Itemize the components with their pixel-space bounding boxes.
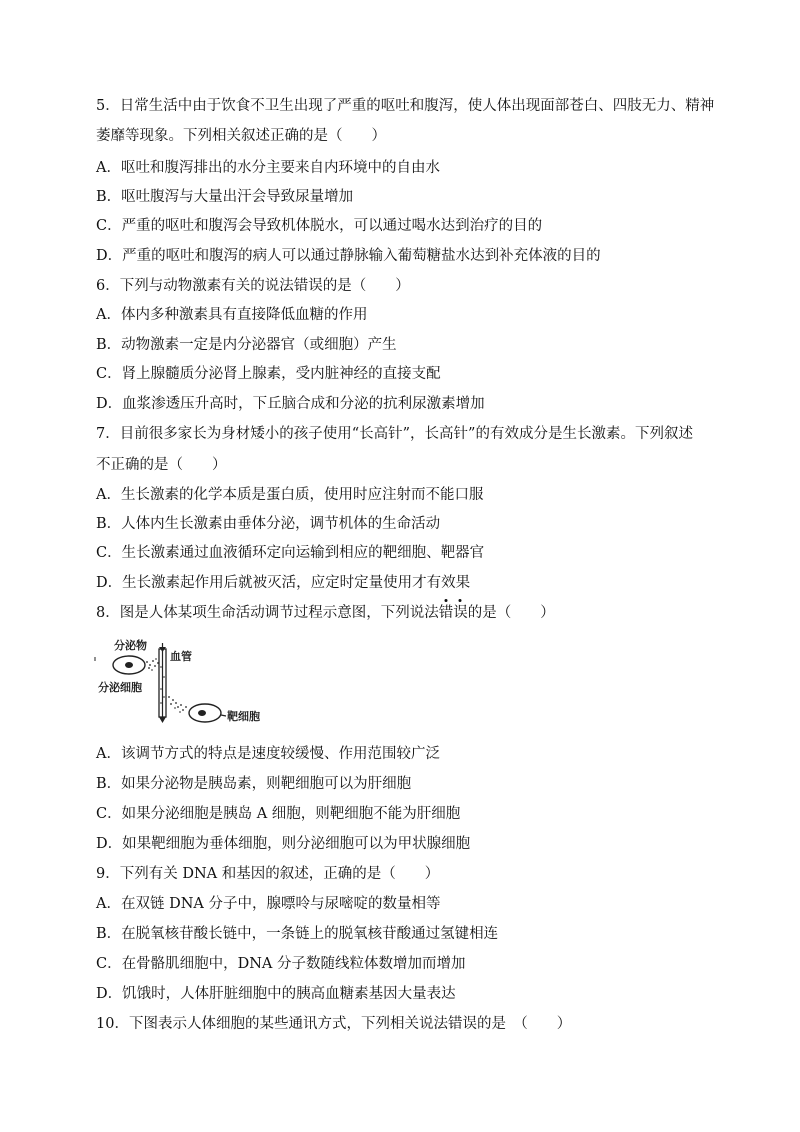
q6-option-b: B．动物激素一定是内分泌器官（或细胞）产生 <box>96 337 397 353</box>
q5-stem-line2: 萎靡等现象。下列相关叙述正确的是（ ） <box>96 128 386 144</box>
label-target-cell: 靶细胞 <box>227 710 260 723</box>
q8-stem-text: 8．图是人体某项生命活动调节过程示意图，下列说法 <box>96 605 439 621</box>
diffusion-dots <box>168 696 187 713</box>
q7-stem-line2: 不正确的是（ ） <box>96 457 227 473</box>
q7-option-a: A．生长激素的化学本质是蛋白质，使用时应注射而不能口服 <box>96 487 484 503</box>
secretory-cell-nucleus <box>125 662 133 668</box>
q8-option-a: A．该调节方式的特点是速度较缓慢、作用范围较广泛 <box>96 746 440 762</box>
vessel-bottom-arrow <box>159 717 166 723</box>
q6-option-a: A．体内多种激素具有直接降低血糖的作用 <box>96 307 368 323</box>
q5-option-a: A．呕吐和腹泻排出的水分主要来自内环境中的自由水 <box>96 160 440 176</box>
q8-option-d: D．如果靶细胞为垂体细胞，则分泌细胞可以为甲状腺细胞 <box>96 836 471 852</box>
target-cell-pointer <box>221 715 226 716</box>
q9-stem: 9．下列有关 DNA 和基因的叙述，正确的是（ ） <box>96 866 440 882</box>
q8-stem-tail: 的是（ ） <box>467 605 555 621</box>
q9-option-d: D．饥饿时，人体肝脏细胞中的胰高血糖素基因大量表达 <box>96 986 456 1002</box>
q5-option-d: D．严重的呕吐和腹泻的病人可以通过静脉输入葡萄糖盐水达到补充体液的目的 <box>96 248 601 264</box>
label-secretory-cell: 分泌细胞 <box>98 681 142 694</box>
q5-stem-line1: 5．日常生活中由于饮食不卫生出现了严重的呕吐和腹泻，使人体出现面部苍白、四肢无力、精神 <box>96 98 715 114</box>
label-vessel: 血管 <box>170 650 192 663</box>
q9-option-c: C．在骨骼肌细胞中，DNA 分子数随线粒体数增加而增加 <box>96 956 466 972</box>
q7-option-c: C．生长激素通过血液循环定向运输到相应的靶细胞、靶器官 <box>96 545 485 561</box>
q5-option-c: C．严重的呕吐和腹泻会导致机体脱水，可以通过喝水达到治疗的目的 <box>96 218 543 234</box>
q8-stem <box>96 603 555 623</box>
q6-option-d: D．血浆渗透压升高时，下丘脑合成和分泌的抗利尿激素增加 <box>96 396 485 412</box>
q10-stem: 10．下图表示人体细胞的某些通讯方式，下列相关说法错误的是 （ ） <box>96 1016 572 1032</box>
q8-option-b: B．如果分泌物是胰岛素，则靶细胞可以为肝细胞 <box>96 776 412 792</box>
emphasis-char: 错 <box>438 605 454 621</box>
q6-stem: 6．下列与动物激素有关的说法错误的是（ ） <box>96 278 410 294</box>
q9-option-b: B．在脱氧核苷酸长链中，一条链上的脱氧核苷酸通过氢键相连 <box>96 926 499 942</box>
emphasis-char: 误 <box>453 605 468 621</box>
q7-option-d: D．生长激素起作用后就被灭活，应定时定量使用才有效果 <box>96 575 471 591</box>
secretion-dots <box>146 658 159 671</box>
q8-option-c: C．如果分泌细胞是胰岛 A 细胞，则靶细胞不能为肝细胞 <box>96 806 461 822</box>
regulation-diagram <box>92 637 292 737</box>
q9-option-a: A．在双链 DNA 分子中，腺嘌呤与尿嘧啶的数量相等 <box>96 896 441 912</box>
target-cell-nucleus <box>198 710 206 716</box>
q7-stem-line1: 7．目前很多家长为身材矮小的孩子使用“长高针”，长高针”的有效成分是生长激素。下列叙述 <box>96 426 693 442</box>
label-secretion: 分泌物 <box>114 639 147 652</box>
q7-option-b: B．人体内生长激素由垂体分泌，调节机体的生命活动 <box>96 516 441 532</box>
q6-option-c: C．肾上腺髓质分泌肾上腺素，受内脏神经的直接支配 <box>96 366 441 382</box>
q5-option-b: B．呕吐腹泻与大量出汗会导致尿量增加 <box>96 189 354 205</box>
